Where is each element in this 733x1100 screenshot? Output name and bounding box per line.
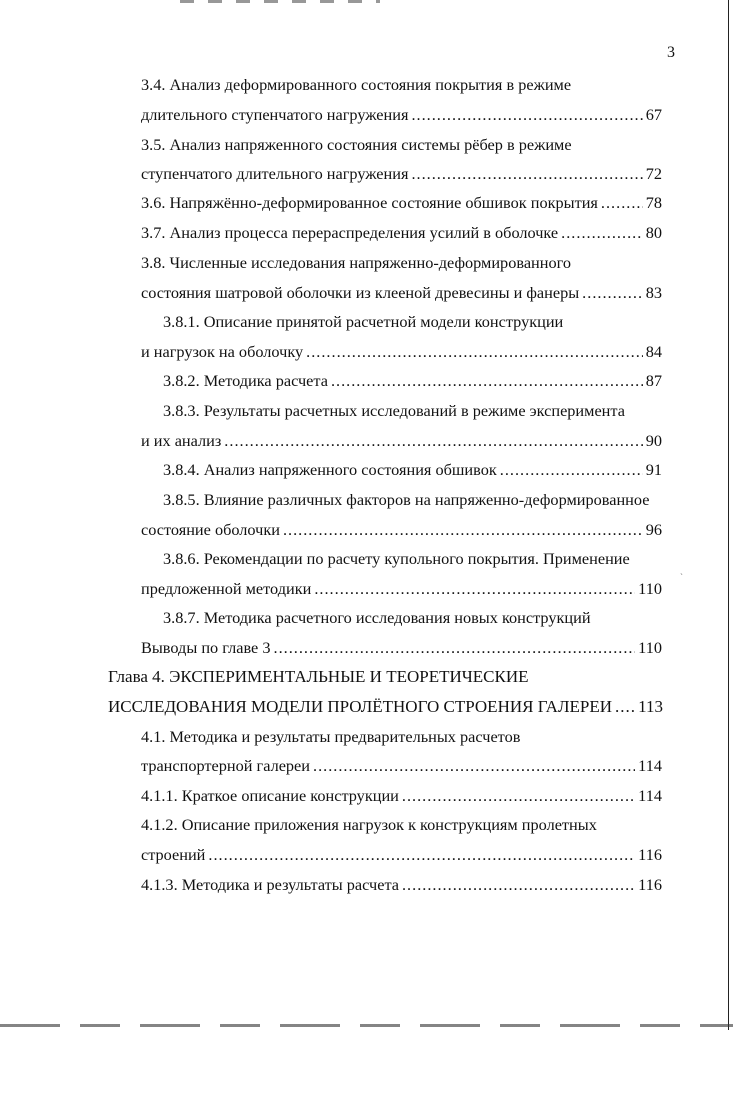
toc-entry-text: 3.8.5. Влияние различных факторов на напряженно-деформированное (163, 490, 650, 509)
toc-dot-leader (313, 753, 635, 779)
toc-entry-text: 3.8.1. Описание принятой расчетной модели конструкции (163, 312, 564, 331)
toc-page-number: 114 (638, 786, 662, 805)
toc-entry-text: 4.1.1. Краткое описание конструкции (141, 786, 399, 805)
toc-entry-text: и их анализ (141, 431, 222, 450)
toc-chapter-title: Глава 4. ЭКСПЕРИМЕНТАЛЬНЫЕ И ТЕОРЕТИЧЕСКИЕ (108, 667, 529, 686)
toc-page-number: 114 (638, 756, 662, 775)
toc-entry-text: строений (141, 845, 206, 864)
toc-entry-3-7 (141, 220, 662, 246)
toc-dot-leader (601, 190, 643, 216)
toc-entry-3-8-1-line-2 (141, 339, 662, 365)
toc-entry-3-5-line-2 (141, 161, 662, 187)
toc-entry-3-8-line-1 (141, 250, 571, 276)
toc-dot-leader (500, 457, 643, 483)
toc-page-number: 116 (638, 845, 662, 864)
toc-dot-leader (582, 280, 643, 306)
toc-entry-text: 3.7. Анализ процесса перераспределения усилий в оболочке (141, 223, 559, 242)
toc-entry-3-8-3-line-2 (141, 428, 662, 454)
toc-entry-4-1-line-2 (141, 753, 662, 779)
toc-entry-4-1-2-line-1 (141, 812, 597, 838)
toc-dot-leader (314, 576, 635, 602)
toc-entry-3-6 (141, 190, 662, 216)
toc-dot-leader (615, 694, 635, 720)
toc-entry-text: 3.8.3. Результаты расчетных исследований в режиме эксперимента (163, 401, 625, 420)
toc-entry-text: 3.5. Анализ напряженного состояния системы рёбер в режиме (141, 135, 572, 154)
toc-chapter-4-line-1 (108, 664, 529, 690)
toc-page-number: 80 (645, 223, 662, 242)
toc-entry-3-8-5-line-2 (141, 517, 662, 543)
toc-entry-3-4-line-1 (141, 72, 571, 98)
toc-entry-4-1-1 (141, 783, 662, 809)
toc-entry-text: 4.1.2. Описание приложения нагрузок к конструкциям пролетных (141, 815, 597, 834)
toc-dot-leader (283, 517, 643, 543)
toc-entry-3-8-4 (163, 457, 662, 483)
toc-page-number: 90 (645, 431, 662, 450)
toc-entry-3-4-line-2 (141, 102, 662, 128)
toc-chapter-4-line-2 (108, 694, 663, 720)
toc-entry-text: состояния шатровой оболочки из клееной древесины и фанеры (141, 283, 580, 302)
toc-entry-3-8-2 (163, 368, 662, 394)
toc-entry-text: 3.8. Численные исследования напряженно-деформированного (141, 253, 572, 272)
toc-dot-leader (331, 368, 643, 394)
toc-entry-text: 3.8.6. Рекомендации по расчету купольного покрытия. Применение (163, 549, 630, 568)
toc-entry-4-1-line-1 (141, 724, 520, 750)
toc-entry-text: ступенчатого длительного нагружения (141, 164, 409, 183)
toc-entry-text: транспортерной галереи (141, 756, 310, 775)
toc-dot-leader (274, 635, 636, 661)
toc-entry-text: предложенной методики (141, 579, 312, 598)
toc-page-number: 110 (638, 638, 662, 657)
toc-page-number: 84 (645, 342, 662, 361)
toc-dot-leader (224, 428, 642, 454)
toc-entry-3-5-line-1 (141, 132, 572, 158)
toc-entry-4-1-3 (141, 872, 662, 898)
toc-entry-text: состояние оболочки (141, 520, 280, 539)
toc-dot-leader (306, 339, 643, 365)
toc-dot-leader (402, 783, 635, 809)
toc-entry-conclusions-ch3 (141, 635, 662, 661)
toc-page-number: 116 (638, 875, 662, 894)
scan-speck: ` (680, 572, 683, 582)
toc-entry-text: Выводы по главе 3 (141, 638, 271, 657)
toc-entry-text: длительного ступенчатого нагружения (141, 105, 409, 124)
toc-entry-3-8-line-2 (141, 280, 662, 306)
toc-entry-3-8-1-line-1 (163, 309, 563, 335)
toc-entry-3-8-7 (163, 605, 591, 631)
scan-artifact-top (180, 0, 380, 3)
toc-entry-text: и нагрузок на оболочку (141, 342, 304, 361)
toc-page-number: 72 (645, 164, 662, 183)
toc-page-number: 91 (645, 460, 662, 479)
toc-entry-3-8-5-line-1 (163, 487, 649, 513)
toc-entry-3-8-3-line-1 (163, 398, 625, 424)
toc-page-number: 110 (638, 579, 662, 598)
toc-page-number: 87 (645, 371, 662, 390)
toc-entry-text: 3.4. Анализ деформированного состояния покрытия в режиме (141, 75, 572, 94)
scan-artifact-bottom (0, 1024, 733, 1027)
toc-entry-text: 3.6. Напряжённо-деформированное состояние обшивок покрытия (141, 193, 598, 212)
page-number: 3 (667, 44, 675, 61)
toc-entry-text: 4.1.3. Методика и результаты расчета (141, 875, 399, 894)
toc-chapter-title: ИССЛЕДОВАНИЯ МОДЕЛИ ПРОЛЁТНОГО СТРОЕНИЯ ГАЛЕРЕИ (108, 697, 612, 716)
toc-entry-4-1-2-line-2 (141, 842, 662, 868)
toc-entry-3-8-6-line-2 (141, 576, 662, 602)
scan-artifact-right-edge (728, 0, 729, 1030)
toc-page-number: 83 (645, 283, 662, 302)
toc-page-number: 78 (645, 193, 662, 212)
toc-dot-leader (561, 220, 643, 246)
toc-page-number: 113 (638, 697, 663, 716)
toc-dot-leader (411, 161, 642, 187)
toc-entry-text: 3.8.4. Анализ напряженного состояния обшивок (163, 460, 497, 479)
toc-entry-text: 3.8.7. Методика расчетного исследования новых конструкций (163, 608, 591, 627)
toc-page-number: 67 (645, 105, 662, 124)
toc-entry-text: 4.1. Методика и результаты предварительных расчетов (141, 727, 521, 746)
toc-dot-leader (208, 842, 635, 868)
toc-entry-text: 3.8.2. Методика расчета (163, 371, 328, 390)
toc-dot-leader (411, 102, 642, 128)
toc-entry-3-8-6-line-1 (163, 546, 630, 572)
toc-dot-leader (402, 872, 635, 898)
toc-page-number: 96 (645, 520, 662, 539)
